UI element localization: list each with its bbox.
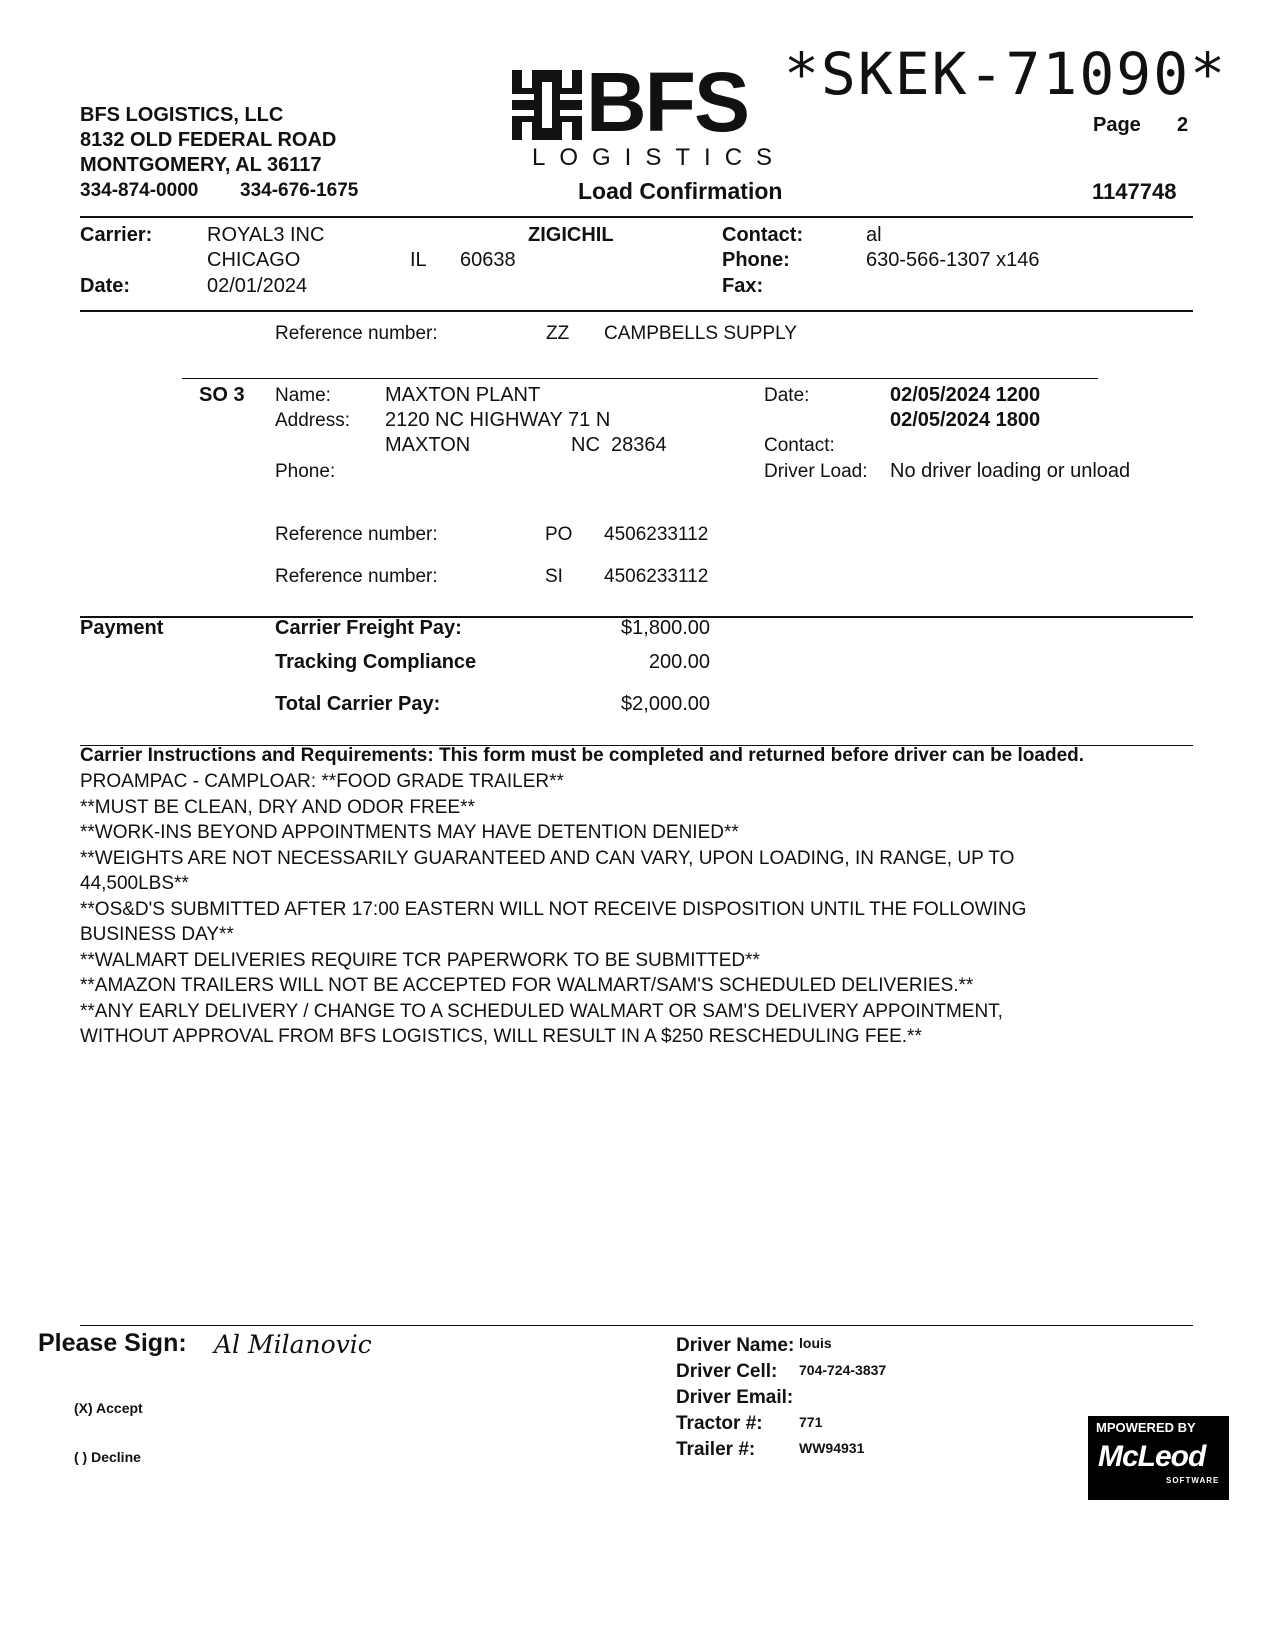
divider-top [80,216,1193,218]
total-pay-value: $2,000.00 [621,693,710,715]
trailer-number: WW94931 [799,1440,865,1456]
stop-phone-label: Phone: [275,461,336,482]
driver-name-label: Driver Name: [676,1335,795,1356]
carrier-name: ROYAL3 INC [207,224,325,246]
stop-address: 2120 NC HIGHWAY 71 N [385,409,611,431]
total-pay-label: Total Carrier Pay: [275,693,441,715]
accept-option[interactable]: (X) Accept [74,1400,143,1416]
reference-value: CAMPBELLS SUPPLY [604,323,797,344]
tracking-compliance-value: 200.00 [648,651,710,673]
carrier-contact-label: Contact: [722,224,804,246]
stop-reference-value: 4506233112 [604,566,709,587]
tracking-compliance-label: Tracking Compliance [275,651,477,673]
instruction-line: WITHOUT APPROVAL FROM BFS LOGISTICS, WILL RESULT IN A $250 RESCHEDULING FEE.** [80,1026,922,1047]
stop-address-label: Address: [275,410,350,431]
reference-type: ZZ [546,323,570,344]
instructions-heading: Carrier Instructions and Requirements: This form must be completed and returned before driver can be loaded. [80,745,1085,766]
instruction-line: **WALMART DELIVERIES REQUIRE TCR PAPERWORK TO BE SUBMITTED** [80,949,760,971]
instruction-line: PROAMPAC - CAMPLOAR: **FOOD GRADE TRAILER** [80,771,564,792]
company-phone-1: 334-874-0000 [80,180,199,201]
divider-stop [182,378,1098,379]
freight-pay-label: Carrier Freight Pay: [275,617,462,639]
carrier-city: CHICAGO [207,249,301,271]
instruction-line: **MUST BE CLEAN, DRY AND ODOR FREE** [80,796,475,818]
barcode-text: *SKEK-71090* [784,40,1228,108]
stop-name-label: Name: [275,385,331,406]
carrier-fax-label: Fax: [722,275,764,297]
mcleod-brand: McLeod [1098,1440,1206,1473]
instruction-line: **OS&D'S SUBMITTED AFTER 17:00 EASTERN WILL NOT RECEIVE DISPOSITION UNTIL THE FOLLOWING [80,898,1027,920]
carrier-date: 02/01/2024 [207,275,308,297]
carrier-contact: al [866,224,882,246]
divider-signature [80,1325,1193,1326]
page-number: 2 [1177,114,1189,136]
reference-label: Reference number: [275,323,438,344]
company-phone-2: 334-676-1675 [240,180,359,201]
mcleod-badge [1088,1416,1229,1500]
instruction-line: **ANY EARLY DELIVERY / CHANGE TO A SCHEDULED WALMART OR SAM'S DELIVERY APPOINTMENT, [80,1000,1003,1022]
tractor-label: Tractor #: [676,1413,763,1434]
divider-carrier [80,310,1193,312]
stop-reference-type: PO [545,524,573,545]
carrier-zip: 60638 [460,249,516,271]
logo-sub-text: LOGISTICS [532,144,787,171]
driver-name: louis [799,1335,832,1351]
payment-label: Payment [80,617,164,639]
driver-email-label: Driver Email: [676,1387,794,1408]
bfs-emblem-icon [508,66,586,144]
document-title: Load Confirmation [578,178,783,204]
stop-driver-load: No driver loading or unload [890,460,1131,482]
company-name: BFS LOGISTICS, LLC [80,104,284,126]
instruction-line: **WORK-INS BEYOND APPOINTMENTS MAY HAVE DETENTION DENIED** [80,822,739,843]
stop-date-label: Date: [764,385,810,406]
instruction-line: **AMAZON TRAILERS WILL NOT BE ACCEPTED FOR WALMART/SAM'S SCHEDULED DELIVERIES.** [80,975,974,996]
page-label: Page [1093,114,1141,136]
stop-city: MAXTON [385,434,471,456]
carrier-date-label: Date: [80,275,131,297]
stop-state-zip: NC 28364 [571,434,667,456]
instruction-line: 44,500LBS** [80,873,189,894]
signature-name[interactable]: Al Milanovic [214,1330,372,1359]
stop-reference-type: SI [545,566,563,587]
trailer-label: Trailer #: [676,1439,756,1460]
carrier-state: IL [410,249,427,271]
stop-name: MAXTON PLANT [385,384,541,406]
carrier-phone-label: Phone: [722,249,790,271]
logo-brand-text: BFS [586,55,748,149]
mcleod-sub: SOFTWARE [1166,1476,1220,1485]
instruction-line: **WEIGHTS ARE NOT NECESSARILY GUARANTEED AND CAN VARY, UPON LOADING, IN RANGE, UP TO [80,847,1015,869]
company-address: 8132 OLD FEDERAL ROAD [80,129,337,151]
stop-driver-load-label: Driver Load: [764,461,868,482]
carrier-phone: 630-566-1307 x146 [866,249,1040,271]
instruction-line: BUSINESS DAY** [80,924,234,945]
stop-reference-value: 4506233112 [604,524,709,545]
stop-reference-label: Reference number: [275,524,438,545]
load-number: 1147748 [1092,179,1177,204]
carrier-code: ZIGICHIL [528,224,614,246]
driver-cell-label: Driver Cell: [676,1361,778,1382]
stop-reference-label: Reference number: [275,566,438,587]
stop-id: SO 3 [199,384,245,406]
stop-date-2: 02/05/2024 1800 [890,409,1041,431]
driver-cell: 704-724-3837 [799,1362,887,1378]
powered-by-label: MPOWERED BY [1096,1420,1196,1435]
company-city-state-zip: MONTGOMERY, AL 36117 [80,154,322,176]
stop-contact-label: Contact: [764,435,835,456]
tractor-number: 771 [799,1414,823,1430]
freight-pay-value: $1,800.00 [621,617,710,639]
decline-option[interactable]: ( ) Decline [74,1449,141,1465]
carrier-label: Carrier: [80,224,153,246]
stop-date-1: 02/05/2024 1200 [890,384,1041,406]
please-sign-label: Please Sign: [38,1329,187,1357]
